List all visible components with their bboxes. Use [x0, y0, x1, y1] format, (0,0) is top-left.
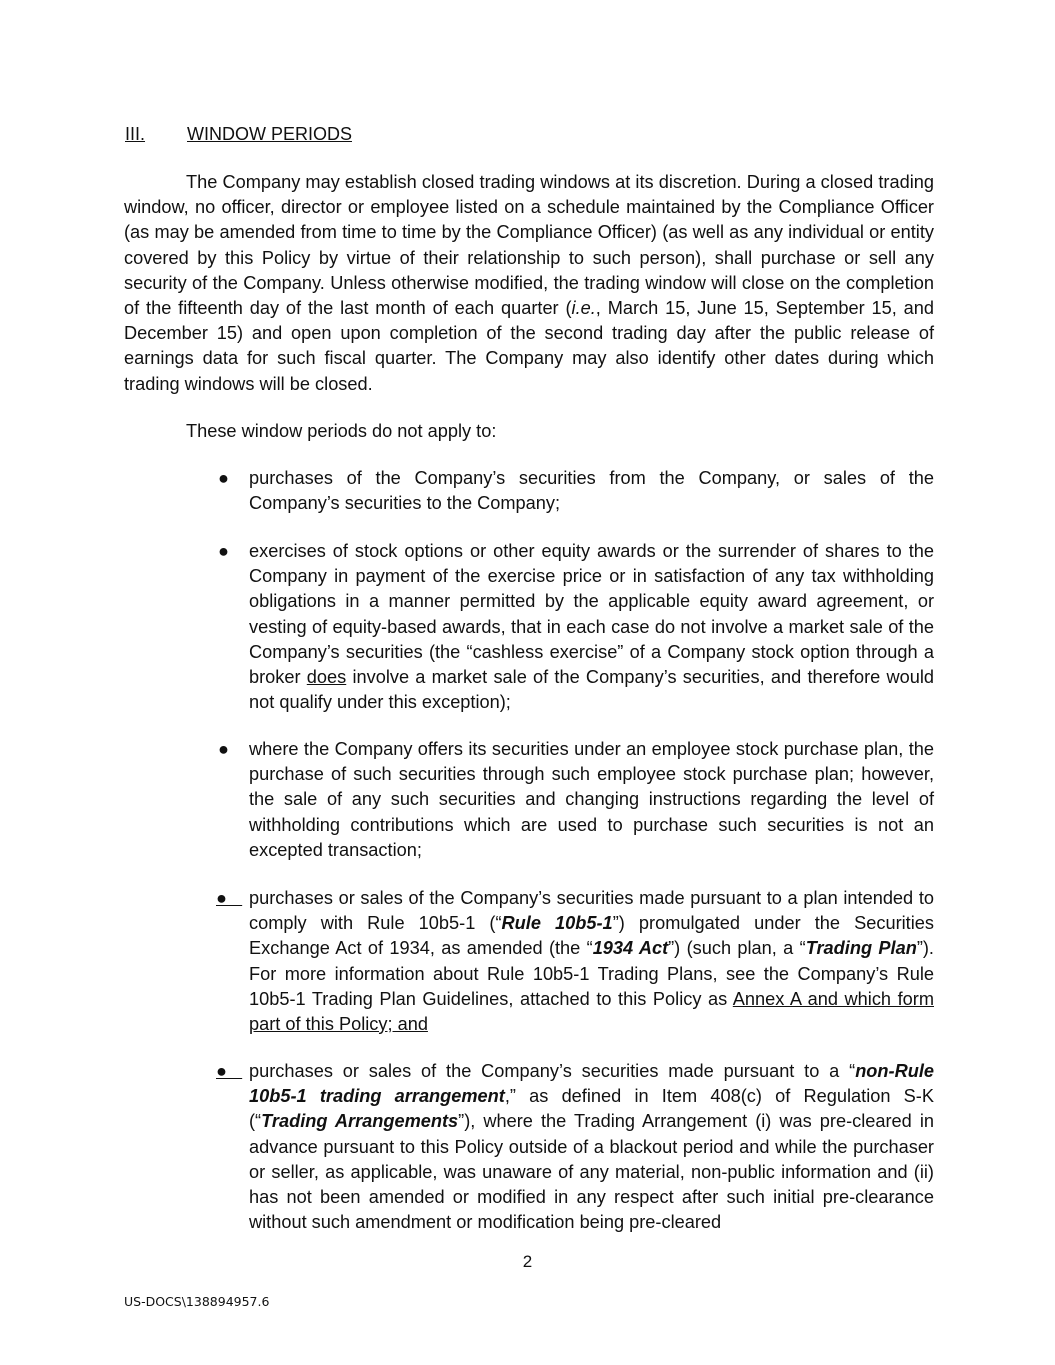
bullet-icon: ● — [218, 739, 229, 759]
bullet-icon: ● — [216, 1061, 227, 1081]
list-item: ● exercises of stock options or other equity awards or the surrender of shares to the Company in payment of the exercise price or in satisfaction of any tax withholding obligations in a manner permitted by the applicable equity award agreement, or vesting of equity-based awards, that in each case do not involve a market sale of the Company’s securities (the “cashless exercise” of a Company stock option through a broker does involve a market sale of the Company’s securities, and therefore would not qualify under this exception); — [218, 541, 934, 713]
bullet-icon: ● — [218, 541, 229, 561]
list-item: ● purchases or sales of the Company’s securities made pursuant to a plan intended to comply with Rule 10b5-1 (“Rule 10b5-1”) promulgated under the Securities Exchange Act of 1934, as amended (the “1934 Act”) (such plan, a “Trading Plan”). For more information about Rule 10b5-1 Trading Plans, see the Company’s Rule 10b5-1 Trading Plan Guidelines, attached to this Policy as Annex A and which form part of this Policy; and — [216, 888, 934, 1035]
bullet-icon: ● — [216, 888, 227, 908]
annex-a-reference: Annex A and which form part of this Policy; and — [249, 988, 934, 1035]
page-number: 2 — [522, 1252, 533, 1271]
list-item: ● where the Company offers its securities under an employee stock purchase plan, the purchase of such securities through such employee stock purchase plan; however, the sale of any such securities and changing instructions regarding the level of withholding contributions which are used to purchase such securities is not an excepted transaction; — [218, 739, 934, 860]
document-id: US-DOCS\138894957.6 — [124, 1294, 270, 1309]
paragraph-exceptions-intro: These window periods do not apply to: — [186, 421, 497, 441]
bullet-icon: ● — [218, 468, 229, 488]
section-heading — [125, 122, 352, 147]
section-title: WINDOW PERIODS — [187, 124, 352, 144]
paragraph-trading-windows: The Company may establish closed trading windows at its discretion. During a closed trading window, no officer, director or employee listed on a schedule maintained by the Compliance Officer (as may be amended from time to time by the Compliance Officer) (as well as any individual or entity covered by this Policy by virtue of their relationship to such person), shall purchase or sell any security of the Company. Unless otherwise modified, the trading window will close on the completion of the fifteenth day of the last month of each quarter (i.e., March 15, June 15, September 15, and December 15) and open upon completion of the second trading day after the public release of earnings data for such fiscal quarter. The Company may also identify other dates during which trading windows will be closed. — [124, 172, 934, 394]
list-item: ● purchases or sales of the Company’s securities made pursuant to a “non-Rule 10b5-1 trading arrangement,” as defined in Item 408(c) of Regulation S-K (“Trading Arrangements”), where the Trading Arrangement (i) was pre-cleared in advance pursuant to this Policy outside of a blackout period and while the purchaser or seller, as applicable, was unaware of any material, non-public information and (ii) has not been amended or modified in any respect after such initial pre-clearance without such amendment or modification being pre-cleared — [216, 1061, 934, 1233]
list-item: ● purchases of the Company’s securities from the Company, or sales of the Company’s securities to the Company; — [218, 468, 934, 514]
section-number: III. — [125, 124, 146, 144]
